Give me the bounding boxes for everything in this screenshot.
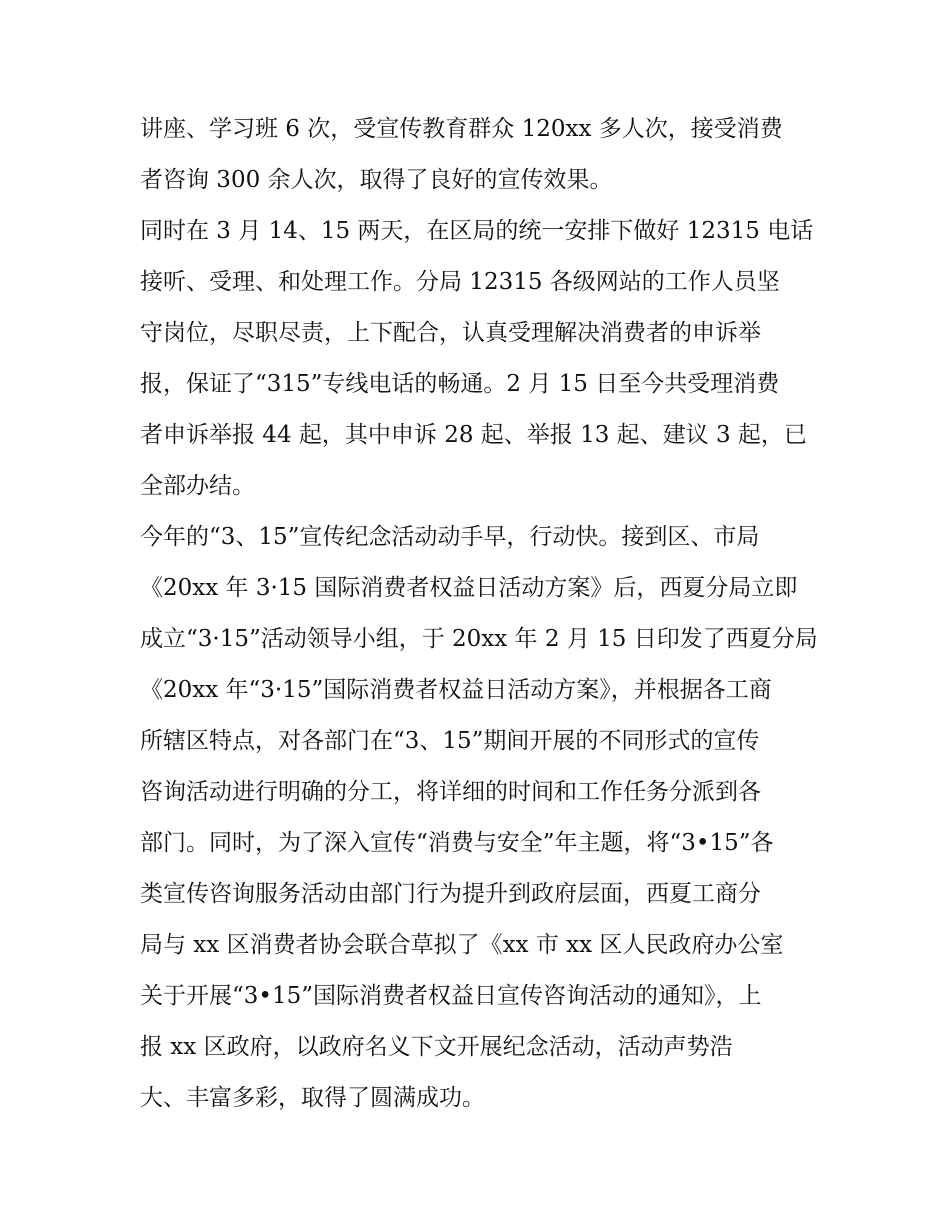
text-line: 部门。同时，为了深入宣传“消费与安全”年主题，将“3•15”各 [140,830,774,856]
text-line: 成立“3·15”活动领导小组，于 20xx 年 2 月 15 日印发了西夏分局 [140,626,818,652]
text-line: 今年的“3、15”宣传纪念活动动手早，行动快。接到区、市局 [140,524,760,550]
text-line: 报 xx 区政府，以政府名义下文开展纪念活动，活动声势浩 [140,1034,733,1060]
text-line: 大、丰富多彩，取得了圆满成功。 [140,1085,485,1111]
text-line: 守岗位，尽职尽责，上下配合，认真受理解决消费者的申诉举 [140,320,761,346]
text-line: 报，保证了“315”专线电话的畅通。2 月 15 日至今共受理消费 [140,371,780,397]
text-line: 同时在 3 月 14、15 两天，在区局的统一安排下做好 12315 电话 [140,218,814,244]
document-body [140,104,840,1124]
text-line: 《20xx 年 3·15 国际消费者权益日活动方案》后，西夏分局立即 [140,575,798,601]
text-line: 讲座、学习班 6 次，受宣传教育群众 120xx 多人次，接受消费 [140,116,783,142]
text-line: 接听、受理、和处理工作。分局 12315 各级网站的工作人员坚 [140,269,780,295]
text-line: 全部办结。 [140,473,255,499]
text-line: 类宣传咨询服务活动由部门行为提升到政府层面，西夏工商分 [140,881,761,907]
text-line: 关于开展“3•15”国际消费者权益日宣传咨询活动的通知》，上 [140,983,762,1009]
text-line: 所辖区特点，对各部门在“3、15”期间开展的不同形式的宣传 [140,728,760,754]
text-line: 《20xx 年“3·15”国际消费者权益日活动方案》，并根据各工商 [140,677,772,703]
text-line: 局与 xx 区消费者协会联合草拟了《xx 市 xx 区人民政府办公室 [140,932,784,958]
text-line: 者申诉举报 44 起，其中申诉 28 起、举报 13 起、建议 3 起，已 [140,422,807,448]
text-line: 者咨询 300 余人次，取得了良好的宣传效果。 [140,167,613,193]
text-line: 咨询活动进行明确的分工，将详细的时间和工作任务分派到各 [140,779,761,805]
